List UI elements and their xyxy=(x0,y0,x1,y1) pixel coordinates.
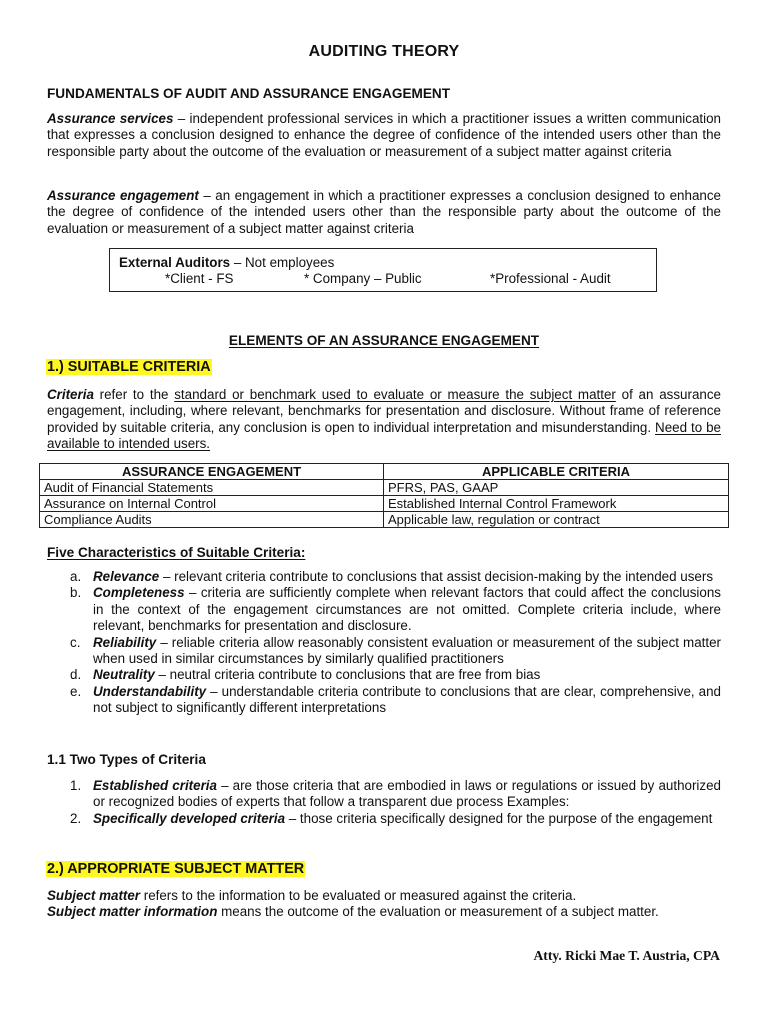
section-heading-fundamentals: FUNDAMENTALS OF AUDIT AND ASSURANCE ENGAGEMENT xyxy=(47,86,451,101)
table-cell: Applicable law, regulation or contract xyxy=(384,512,729,528)
definition-assurance-engagement: Assurance engagement – an engagement in which a practitioner expresses a conclusion designed to enhance the degree of confidence of the intended users other than the responsible party about the outcome of the evaluation or measurement of a subject matter against criteria xyxy=(47,188,721,236)
term-criteria: Criteria xyxy=(47,387,94,402)
box-item-company: * Company – Public xyxy=(304,271,422,286)
table-row xyxy=(40,496,729,512)
subject-matter-information-line: Subject matter information means the outcome of the evaluation or measurement of a subject matter. xyxy=(47,904,659,920)
list-item: c. Reliability – reliable criteria allow reasonably consistent evaluation or measurement of the subject matter when used in similar circumstances by similarly qualified practitioners xyxy=(70,634,721,667)
elements-heading: ELEMENTS OF AN ASSURANCE ENGAGEMENT xyxy=(228,333,540,348)
list-item: a. Relevance – relevant criteria contribute to conclusions that assist decision-making by the intended users xyxy=(70,569,714,584)
term-assurance-services: Assurance services xyxy=(47,111,174,126)
column-header: ASSURANCE ENGAGEMENT xyxy=(40,464,384,480)
table-cell: PFRS, PAS, GAAP xyxy=(384,480,729,496)
types-of-criteria-list xyxy=(47,778,721,827)
table-cell: Compliance Audits xyxy=(40,512,384,528)
subject-matter-heading: 2.) APPROPRIATE SUBJECT MATTER xyxy=(47,861,305,877)
table-cell: Assurance on Internal Control xyxy=(40,496,384,512)
term-assurance-engagement: Assurance engagement xyxy=(47,188,199,203)
definition-assurance-services: Assurance services – independent professional services in which a practitioner issues a written communication that expresses a conclusion designed to enhance the degree of confidence of the intended users other than the responsible party about the outcome of the evaluation or measurement of a subject matter against criteria xyxy=(47,111,721,159)
external-auditors-label: External Auditors xyxy=(119,255,231,270)
list-item: b. Completeness – criteria are sufficiently complete when relevant factors that could affect the conclusions in the context of the engagement circumstances are not omitted. Complete criteria include, where relevant, benchmarks for presentation and disclosure. xyxy=(70,585,721,634)
box-item-professional: *Professional - Audit xyxy=(490,271,611,286)
table-cell: Audit of Financial Statements xyxy=(40,480,384,496)
box-item-client: *Client - FS xyxy=(165,271,234,286)
table-row xyxy=(40,480,729,496)
author-signature: Atty. Ricki Mae T. Austria, CPA xyxy=(533,948,720,963)
criteria-table xyxy=(39,463,729,528)
external-auditors-box xyxy=(109,248,657,292)
column-header: APPLICABLE CRITERIA xyxy=(384,464,729,480)
table-row xyxy=(40,512,729,528)
criteria-definition: Criteria refer to the standard or benchmark used to evaluate or measure the subject matter of an assurance engagement, including, where relevant, benchmarks for presentation and disclosure. Without frame of reference provided by suitable criteria, any conclusion is open to individual interpretation and misunderstanding. Need to be available to intended users. xyxy=(47,387,722,452)
characteristics-list xyxy=(47,569,721,717)
list-item: 2. Specifically developed criteria – those criteria specifically designed for the purpose of the engagement xyxy=(70,810,713,826)
list-item: 1. Established criteria – are those criteria that are embodied in laws or regulations or issued by authorized or recognized bodies of experts that follow a transparent due process Examples: xyxy=(70,778,721,810)
subject-matter-definitions xyxy=(47,888,721,921)
page-title: AUDITING THEORY xyxy=(308,43,460,60)
subject-matter-line: Subject matter refers to the information to be evaluated or measured against the criteria. xyxy=(47,888,577,903)
suitable-criteria-heading: 1.) SUITABLE CRITERIA xyxy=(47,359,211,375)
list-item: d. Neutrality – neutral criteria contribute to conclusions that are free from bias xyxy=(70,667,541,683)
table-cell: Established Internal Control Framework xyxy=(384,496,729,512)
external-auditors-line: External Auditors – Not employees xyxy=(119,255,335,270)
characteristics-heading: Five Characteristics of Suitable Criteria: xyxy=(47,545,306,560)
types-of-criteria-heading: 1.1 Two Types of Criteria xyxy=(47,752,206,767)
list-item: e. Understandability – understandable criteria contribute to conclusions that are clear, comprehensive, and not subject to significantly different interpretations xyxy=(70,683,721,716)
table-header-row xyxy=(40,464,729,480)
